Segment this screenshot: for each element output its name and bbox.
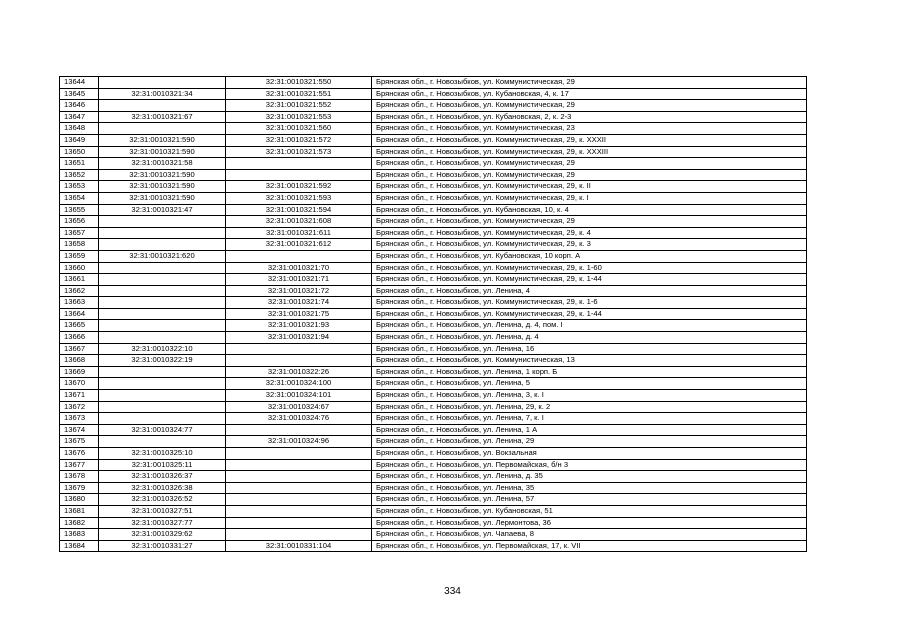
table-row bbox=[60, 366, 807, 378]
table-row bbox=[60, 239, 807, 251]
record-number-cell: 13662 bbox=[60, 285, 99, 297]
parent-cadastral-number-cell: 32:31:0010321:590 bbox=[99, 146, 226, 158]
table-row bbox=[60, 100, 807, 112]
address-cell: Брянская обл., г. Новозыбков, ул. Коммунистическая, 29 bbox=[372, 158, 807, 170]
address-cell: Брянская обл., г. Новозыбков, ул. Коммунистическая, 29, к. 1-60 bbox=[372, 262, 807, 274]
parent-cadastral-number-cell: 32:31:0010331:27 bbox=[99, 540, 226, 552]
parent-cadastral-number-cell: 32:31:0010329:62 bbox=[99, 529, 226, 541]
parent-cadastral-number-cell bbox=[99, 390, 226, 402]
cadastral-number-cell: 32:31:0010324:76 bbox=[226, 413, 372, 425]
cadastral-number-cell bbox=[226, 494, 372, 506]
parent-cadastral-number-cell: 32:31:0010325:10 bbox=[99, 448, 226, 460]
address-cell: Брянская обл., г. Новозыбков, ул. Первомайская, б/н 3 bbox=[372, 459, 807, 471]
cadastral-number-cell: 32:31:0010321:592 bbox=[226, 181, 372, 193]
parent-cadastral-number-cell bbox=[99, 332, 226, 344]
record-number-cell: 13659 bbox=[60, 250, 99, 262]
table-row bbox=[60, 169, 807, 181]
cadastral-number-cell bbox=[226, 471, 372, 483]
cadastral-number-cell: 32:31:0010324:67 bbox=[226, 401, 372, 413]
address-cell: Брянская обл., г. Новозыбков, ул. Чапаева, 8 bbox=[372, 529, 807, 541]
record-number-cell: 13653 bbox=[60, 181, 99, 193]
parent-cadastral-number-cell: 32:31:0010326:52 bbox=[99, 494, 226, 506]
address-cell: Брянская обл., г. Новозыбков, ул. Ленина, д. 4 bbox=[372, 332, 807, 344]
record-number-cell: 13648 bbox=[60, 123, 99, 135]
cadastral-number-cell bbox=[226, 482, 372, 494]
record-number-cell: 13673 bbox=[60, 413, 99, 425]
address-cell: Брянская обл., г. Новозыбков, ул. Коммунистическая, 29, к. 3 bbox=[372, 239, 807, 251]
record-number-cell: 13663 bbox=[60, 297, 99, 309]
cadastral-number-cell: 32:31:0010321:550 bbox=[226, 77, 372, 89]
cadastral-number-cell: 32:31:0010321:594 bbox=[226, 204, 372, 216]
record-number-cell: 13664 bbox=[60, 308, 99, 320]
parent-cadastral-number-cell: 32:31:0010321:620 bbox=[99, 250, 226, 262]
record-number-cell: 13667 bbox=[60, 343, 99, 355]
table-row bbox=[60, 297, 807, 309]
cadastral-number-cell: 32:31:0010321:608 bbox=[226, 216, 372, 228]
cadastral-number-cell bbox=[226, 355, 372, 367]
record-number-cell: 13679 bbox=[60, 482, 99, 494]
cadastral-number-cell: 32:31:0010321:70 bbox=[226, 262, 372, 274]
parent-cadastral-number-cell: 32:31:0010327:77 bbox=[99, 517, 226, 529]
registry-table bbox=[59, 76, 807, 552]
cadastral-number-cell bbox=[226, 343, 372, 355]
parent-cadastral-number-cell: 32:31:0010322:19 bbox=[99, 355, 226, 367]
parent-cadastral-number-cell bbox=[99, 401, 226, 413]
table-row bbox=[60, 343, 807, 355]
table-row bbox=[60, 88, 807, 100]
cadastral-number-cell: 32:31:0010321:611 bbox=[226, 227, 372, 239]
table-row bbox=[60, 529, 807, 541]
table-row bbox=[60, 262, 807, 274]
parent-cadastral-number-cell: 32:31:0010321:34 bbox=[99, 88, 226, 100]
record-number-cell: 13658 bbox=[60, 239, 99, 251]
parent-cadastral-number-cell: 32:31:0010321:47 bbox=[99, 204, 226, 216]
cadastral-number-cell bbox=[226, 517, 372, 529]
address-cell: Брянская обл., г. Новозыбков, ул. Вокзальная bbox=[372, 448, 807, 460]
address-cell: Брянская обл., г. Новозыбков, ул. Ленина, 5 bbox=[372, 378, 807, 390]
address-cell: Брянская обл., г. Новозыбков, ул. Ленина, д. 4, пом. I bbox=[372, 320, 807, 332]
address-cell: Брянская обл., г. Новозыбков, ул. Ленина, д. 35 bbox=[372, 471, 807, 483]
cadastral-number-cell: 32:31:0010322:26 bbox=[226, 366, 372, 378]
cadastral-number-cell: 32:31:0010321:93 bbox=[226, 320, 372, 332]
cadastral-number-cell: 32:31:0010321:72 bbox=[226, 285, 372, 297]
parent-cadastral-number-cell bbox=[99, 285, 226, 297]
record-number-cell: 13645 bbox=[60, 88, 99, 100]
cadastral-number-cell bbox=[226, 158, 372, 170]
cadastral-number-cell: 32:31:0010321:560 bbox=[226, 123, 372, 135]
record-number-cell: 13660 bbox=[60, 262, 99, 274]
record-number-cell: 13670 bbox=[60, 378, 99, 390]
address-cell: Брянская обл., г. Новозыбков, ул. Кубановская, 4, к. 17 bbox=[372, 88, 807, 100]
cadastral-number-cell bbox=[226, 529, 372, 541]
cadastral-number-cell: 32:31:0010324:101 bbox=[226, 390, 372, 402]
record-number-cell: 13677 bbox=[60, 459, 99, 471]
address-cell: Брянская обл., г. Новозыбков, ул. Первомайская, 17, к. VII bbox=[372, 540, 807, 552]
parent-cadastral-number-cell bbox=[99, 297, 226, 309]
record-number-cell: 13647 bbox=[60, 111, 99, 123]
record-number-cell: 13666 bbox=[60, 332, 99, 344]
record-number-cell: 13682 bbox=[60, 517, 99, 529]
record-number-cell: 13656 bbox=[60, 216, 99, 228]
record-number-cell: 13654 bbox=[60, 192, 99, 204]
address-cell: Брянская обл., г. Новозыбков, ул. Коммунистическая, 29, к. XXXIII bbox=[372, 146, 807, 158]
table-row bbox=[60, 471, 807, 483]
table-row bbox=[60, 285, 807, 297]
record-number-cell: 13652 bbox=[60, 169, 99, 181]
record-number-cell: 13675 bbox=[60, 436, 99, 448]
parent-cadastral-number-cell bbox=[99, 216, 226, 228]
cadastral-number-cell: 32:31:0010321:612 bbox=[226, 239, 372, 251]
address-cell: Брянская обл., г. Новозыбков, ул. Коммунистическая, 29 bbox=[372, 100, 807, 112]
table-row bbox=[60, 390, 807, 402]
address-cell: Брянская обл., г. Новозыбков, ул. Ленина, 29, к. 2 bbox=[372, 401, 807, 413]
record-number-cell: 13655 bbox=[60, 204, 99, 216]
record-number-cell: 13650 bbox=[60, 146, 99, 158]
parent-cadastral-number-cell: 32:31:0010321:590 bbox=[99, 181, 226, 193]
parent-cadastral-number-cell bbox=[99, 123, 226, 135]
table-row bbox=[60, 204, 807, 216]
cadastral-number-cell bbox=[226, 250, 372, 262]
address-cell: Брянская обл., г. Новозыбков, ул. Ленина, 7, к. I bbox=[372, 413, 807, 425]
table-row bbox=[60, 459, 807, 471]
record-number-cell: 13644 bbox=[60, 77, 99, 89]
record-number-cell: 13657 bbox=[60, 227, 99, 239]
cadastral-number-cell: 32:31:0010321:94 bbox=[226, 332, 372, 344]
record-number-cell: 13676 bbox=[60, 448, 99, 460]
cadastral-number-cell: 32:31:0010321:71 bbox=[226, 274, 372, 286]
address-cell: Брянская обл., г. Новозыбков, ул. Коммунистическая, 29, к. I bbox=[372, 192, 807, 204]
record-number-cell: 13669 bbox=[60, 366, 99, 378]
cadastral-number-cell: 32:31:0010321:593 bbox=[226, 192, 372, 204]
address-cell: Брянская обл., г. Новозыбков, ул. Коммунистическая, 23 bbox=[372, 123, 807, 135]
cadastral-number-cell bbox=[226, 424, 372, 436]
parent-cadastral-number-cell: 32:31:0010326:37 bbox=[99, 471, 226, 483]
parent-cadastral-number-cell: 32:31:0010325:11 bbox=[99, 459, 226, 471]
address-cell: Брянская обл., г. Новозыбков, ул. Коммунистическая, 29, к. 1-44 bbox=[372, 274, 807, 286]
table-row bbox=[60, 227, 807, 239]
record-number-cell: 13683 bbox=[60, 529, 99, 541]
cadastral-number-cell: 32:31:0010321:553 bbox=[226, 111, 372, 123]
parent-cadastral-number-cell: 32:31:0010321:590 bbox=[99, 192, 226, 204]
table-row bbox=[60, 413, 807, 425]
parent-cadastral-number-cell: 32:31:0010322:10 bbox=[99, 343, 226, 355]
record-number-cell: 13651 bbox=[60, 158, 99, 170]
address-cell: Брянская обл., г. Новозыбков, ул. Лермонтова, 36 bbox=[372, 517, 807, 529]
address-cell: Брянская обл., г. Новозыбков, ул. Ленина, 1 корп. Б bbox=[372, 366, 807, 378]
address-cell: Брянская обл., г. Новозыбков, ул. Коммунистическая, 29, к. 4 bbox=[372, 227, 807, 239]
parent-cadastral-number-cell bbox=[99, 320, 226, 332]
address-cell: Брянская обл., г. Новозыбков, ул. Коммунистическая, 29, к. II bbox=[372, 181, 807, 193]
record-number-cell: 13649 bbox=[60, 134, 99, 146]
parent-cadastral-number-cell bbox=[99, 77, 226, 89]
parent-cadastral-number-cell bbox=[99, 308, 226, 320]
address-cell: Брянская обл., г. Новозыбков, ул. Коммунистическая, 29, к. 1-6 bbox=[372, 297, 807, 309]
cadastral-number-cell: 32:31:0010324:96 bbox=[226, 436, 372, 448]
parent-cadastral-number-cell bbox=[99, 413, 226, 425]
address-cell: Брянская обл., г. Новозыбков, ул. Ленина, 35 bbox=[372, 482, 807, 494]
cadastral-number-cell: 32:31:0010331:104 bbox=[226, 540, 372, 552]
cadastral-number-cell: 32:31:0010321:74 bbox=[226, 297, 372, 309]
address-cell: Брянская обл., г. Новозыбков, ул. Ленина, 57 bbox=[372, 494, 807, 506]
record-number-cell: 13665 bbox=[60, 320, 99, 332]
table-row bbox=[60, 181, 807, 193]
record-number-cell: 13661 bbox=[60, 274, 99, 286]
address-cell: Брянская обл., г. Новозыбков, ул. Ленина, 4 bbox=[372, 285, 807, 297]
address-cell: Брянская обл., г. Новозыбков, ул. Ленина, 29 bbox=[372, 436, 807, 448]
record-number-cell: 13671 bbox=[60, 390, 99, 402]
table-row bbox=[60, 517, 807, 529]
address-cell: Брянская обл., г. Новозыбков, ул. Коммунистическая, 29 bbox=[372, 77, 807, 89]
table-row bbox=[60, 540, 807, 552]
cadastral-number-cell: 32:31:0010324:100 bbox=[226, 378, 372, 390]
cadastral-number-cell: 32:31:0010321:75 bbox=[226, 308, 372, 320]
parent-cadastral-number-cell bbox=[99, 378, 226, 390]
table-row bbox=[60, 158, 807, 170]
address-cell: Брянская обл., г. Новозыбков, ул. Коммунистическая, 13 bbox=[372, 355, 807, 367]
table-row bbox=[60, 494, 807, 506]
table-row bbox=[60, 424, 807, 436]
record-number-cell: 13681 bbox=[60, 505, 99, 517]
record-number-cell: 13680 bbox=[60, 494, 99, 506]
address-cell: Брянская обл., г. Новозыбков, ул. Коммунистическая, 29, к. XXXII bbox=[372, 134, 807, 146]
table-row bbox=[60, 134, 807, 146]
parent-cadastral-number-cell bbox=[99, 227, 226, 239]
address-cell: Брянская обл., г. Новозыбков, ул. Кубановская, 10, к. 4 bbox=[372, 204, 807, 216]
record-number-cell: 13678 bbox=[60, 471, 99, 483]
address-cell: Брянская обл., г. Новозыбков, ул. Кубановская, 2, к. 2-3 bbox=[372, 111, 807, 123]
table-row bbox=[60, 378, 807, 390]
table-row bbox=[60, 332, 807, 344]
parent-cadastral-number-cell bbox=[99, 436, 226, 448]
parent-cadastral-number-cell: 32:31:0010321:590 bbox=[99, 134, 226, 146]
record-number-cell: 13674 bbox=[60, 424, 99, 436]
table-row bbox=[60, 123, 807, 135]
parent-cadastral-number-cell: 32:31:0010326:38 bbox=[99, 482, 226, 494]
cadastral-number-cell bbox=[226, 505, 372, 517]
parent-cadastral-number-cell bbox=[99, 239, 226, 251]
parent-cadastral-number-cell: 32:31:0010327:51 bbox=[99, 505, 226, 517]
address-cell: Брянская обл., г. Новозыбков, ул. Кубановская, 51 bbox=[372, 505, 807, 517]
table-row bbox=[60, 146, 807, 158]
table-row bbox=[60, 111, 807, 123]
parent-cadastral-number-cell bbox=[99, 262, 226, 274]
record-number-cell: 13668 bbox=[60, 355, 99, 367]
cadastral-number-cell bbox=[226, 448, 372, 460]
table-row bbox=[60, 192, 807, 204]
parent-cadastral-number-cell bbox=[99, 100, 226, 112]
cadastral-number-cell: 32:31:0010321:552 bbox=[226, 100, 372, 112]
address-cell: Брянская обл., г. Новозыбков, ул. Коммунистическая, 29 bbox=[372, 169, 807, 181]
page-number: 334 bbox=[444, 586, 461, 597]
table-row bbox=[60, 308, 807, 320]
cadastral-number-cell bbox=[226, 169, 372, 181]
table-row bbox=[60, 274, 807, 286]
cadastral-number-cell: 32:31:0010321:573 bbox=[226, 146, 372, 158]
record-number-cell: 13684 bbox=[60, 540, 99, 552]
cadastral-number-cell bbox=[226, 459, 372, 471]
address-cell: Брянская обл., г. Новозыбков, ул. Ленина, 1 А bbox=[372, 424, 807, 436]
address-cell: Брянская обл., г. Новозыбков, ул. Ленина, 3, к. I bbox=[372, 390, 807, 402]
cadastral-number-cell: 32:31:0010321:551 bbox=[226, 88, 372, 100]
cadastral-number-cell: 32:31:0010321:572 bbox=[226, 134, 372, 146]
parent-cadastral-number-cell: 32:31:0010321:67 bbox=[99, 111, 226, 123]
table-row bbox=[60, 401, 807, 413]
table-row bbox=[60, 216, 807, 228]
table-row bbox=[60, 448, 807, 460]
address-cell: Брянская обл., г. Новозыбков, ул. Коммунистическая, 29 bbox=[372, 216, 807, 228]
address-cell: Брянская обл., г. Новозыбков, ул. Коммунистическая, 29, к. 1-44 bbox=[372, 308, 807, 320]
parent-cadastral-number-cell bbox=[99, 274, 226, 286]
record-number-cell: 13646 bbox=[60, 100, 99, 112]
table-row bbox=[60, 320, 807, 332]
table-row bbox=[60, 436, 807, 448]
parent-cadastral-number-cell: 32:31:0010321:590 bbox=[99, 169, 226, 181]
table-row bbox=[60, 77, 807, 89]
parent-cadastral-number-cell: 32:31:0010321:58 bbox=[99, 158, 226, 170]
table-row bbox=[60, 505, 807, 517]
table-row bbox=[60, 355, 807, 367]
address-cell: Брянская обл., г. Новозыбков, ул. Кубановская, 10 корп. А bbox=[372, 250, 807, 262]
table-row bbox=[60, 250, 807, 262]
table-row bbox=[60, 482, 807, 494]
address-cell: Брянская обл., г. Новозыбков, ул. Ленина, 16 bbox=[372, 343, 807, 355]
parent-cadastral-number-cell bbox=[99, 366, 226, 378]
record-number-cell: 13672 bbox=[60, 401, 99, 413]
parent-cadastral-number-cell: 32:31:0010324:77 bbox=[99, 424, 226, 436]
registry-table-body bbox=[60, 77, 807, 552]
